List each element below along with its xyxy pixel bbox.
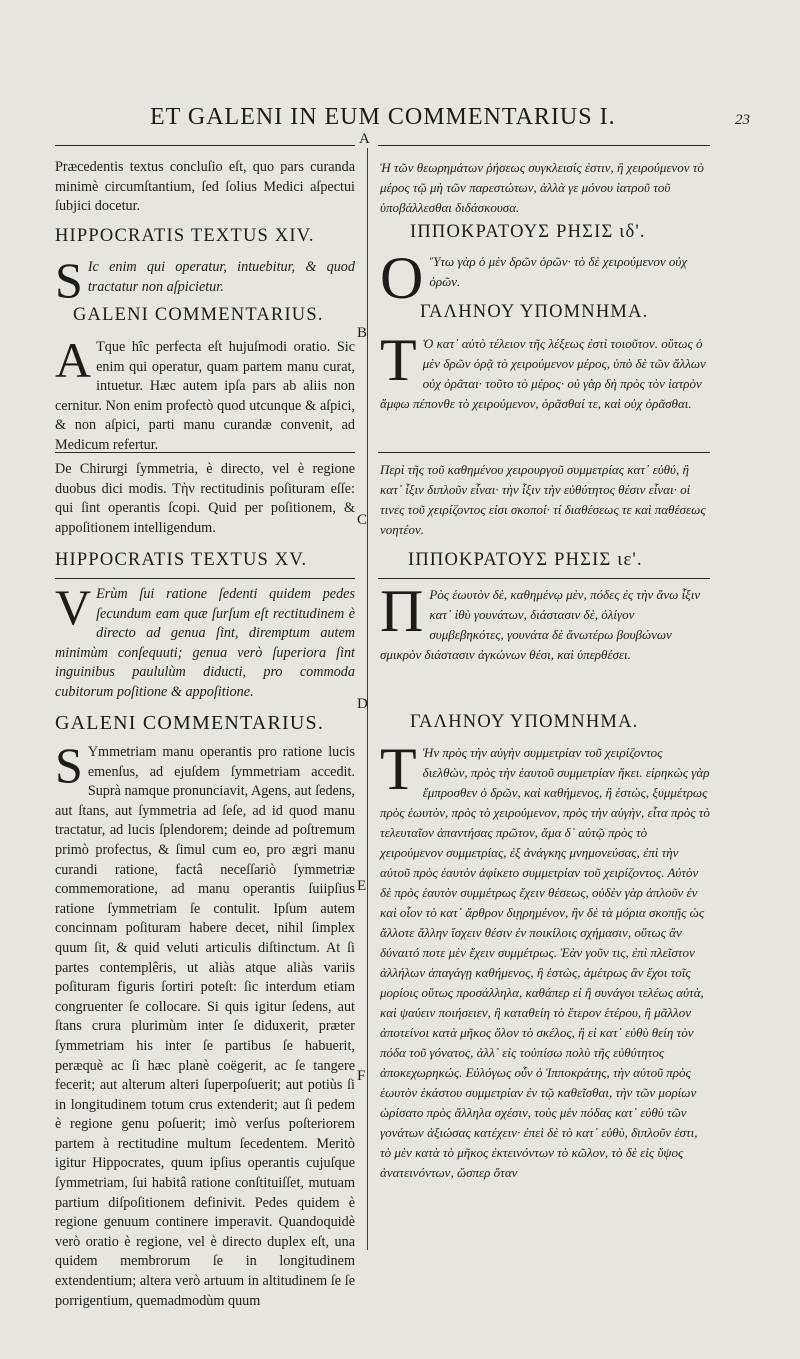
greek-heading-hypomnema-2 xyxy=(380,712,710,733)
greek-rhesis-15-body: Ρὸς ἑωυτὸν δὲ, καθημένῳ μὲν, πόδες ἐς τὴν ἄνω ἶξιν κατ᾽ ἰθὺ γουνάτων, διάστασιν δὲ, ὀλίγον συμβεβηκότες, γουνάτα δὲ ἄνωτέρω βουβώνων σμικρὸν διάστασιν ἀγκώνων θέσι, καὶ ὑπερθέσει. xyxy=(380,587,701,662)
greek-commentary-2-body: Ἡν πρὸς τὴν αὐγὴν συμμετρίαν τοῦ χειρίζοντος διελθὼν, πρὸς τὴν ἑαυτοῦ συμμετρίαν ἥκει. εἰρηκὼς γὰρ ἔμπροσθεν ὁ δρῶν, καὶ καθήμενος, ἢ ἑστὼς, ξυμμέτρως πρὸς ἑωυτὸν, πρὸς τὸ χειρούμενον, πρὸς τὴν αὐγὴν, εἶτα πρὸς τὸ τελευταῖον ἀπαντήσας πρῶτον, ἅμα δ᾽ αὐτῷ πρὸς τὸ χειρούμενον συμμετρίας, ἐξ ἀνάγκης μνημονεύσας, ἐπὶ τὴν αὐτοῦ πρὸς ἑαυτὸν ἀφίκετο συμμετρίαν τοῦ χειρίζοντος. Αὐτὸν δὲ πρὸς ἑαυτὸν συμμέτρως ἔχειν θέσεως, οὐδὲν γὰρ ἁπλοῦν ἐν καὶ οἷον τὸ κατ᾽ ἄρθρον διῃρημένον, ἢν δὲ τὰ μόρια σκοπῇς ὡς ἄλλοτε ἄλλην ἴσχειν θέσιν ἐν ποικίλοις σχήμασιν, οὕτως ἂν δύναιτό ποτε μὲν ἔχειν συμμέτρως. Ἐὰν γοῦν τις, ἐπὶ πλεῖστον ἀλλήλων ἀπαγάγῃ καθήμενος, ἢ ἑστὼς, ἀμέτρως ἂν ἔχοι τοῖς μορίοις οὕτως προσάλληλα, καθάπερ εἰ ἢ συνάγοι τελέως αὐτὰ, καὶ ψαύειν ποιήσειεν, ἢ καταθείη τὸ ἕτερον ἑτέρου, ἢ μᾶλλον ἀποτείνοι κατὰ μῆκος ὅλον τὸ σκέλος, ἢ εἰ κατ᾽ εὐθὺ θείη τὸν πόδα τοῦ γόνατος, ἀλλ᾽ εἰς τοὐπίσω πολὺ τῆς εὐθύτητος ἀποκεχωρηκώς. Εὐλόγως οὖν ὁ Ἱπποκράτης, τὴν αὐτοῦ πρὸς ἑωυτὸν ἑκάστου συμμετρίαν ἐν τῷ καθεῖσθαι, τὴν τῶν μορίων ὡρίσατο πρὸς ἄλληλα σχέσιν, τοὺς μὲν πόδας κατ᾽ εὐθὺ τῶν γονάτων ἀξιώσας κατέχειν· ἐπεὶ δὲ τὸ κατ᾽ εὐθὺ, διπλοῦν ἐστι, τὸ μὲν κατὰ τὸ μῆκος ἐκτεινόντων τὸ κῶλον, τὸ δὲ εἰς ὕψος ἀνατεινόντων, ὥσπερ ὅταν xyxy=(380,745,710,1180)
latin-heading-commentarius-1 xyxy=(55,305,355,326)
greek-symmetry-note-text: Περὶ τῆς τοῦ καθημένου χειρουργοῦ συμμετρίας κατ᾽ εὐθύ, ἢ κατ᾽ ἶξιν διπλοῦν εἶναι· τὴν ἶξιν τὴν εὐθύτητος θέσιν εἶναι· οἱ τινες τοῦ χειρίζοντος εἰσι σκοποί· τί διαθέσεως τε καὶ παθέσεως νοητέον. xyxy=(380,462,706,537)
drop-capital: Τ xyxy=(380,736,417,802)
latin-heading-textus-xv xyxy=(55,550,355,571)
latin-heading-commentarius-2 xyxy=(55,712,355,735)
drop-capital: V xyxy=(55,579,92,635)
greek-symmetry-note xyxy=(380,460,710,542)
latin-commentary-2 xyxy=(55,737,355,1309)
heading-text: GALENI COMMENTARIUS. xyxy=(73,305,324,325)
header-rule-right xyxy=(378,145,710,146)
heading-text: ΓΑΛΗΝΟΥ ΥΠΟΜΝΗΜΑ. xyxy=(420,302,649,322)
heading-text: ΙΠΠΟΚΡΑΤΟΥΣ ΡΗΣΙΣ ιε'. xyxy=(408,550,643,570)
section-rule-right xyxy=(378,452,710,453)
heading-text: ΓΑΛΗΝΟΥ ΥΠΟΜΝΗΜΑ. xyxy=(410,712,639,732)
margin-marker-b: B xyxy=(357,325,368,341)
greek-rhesis-15 xyxy=(380,578,710,681)
page-number: 23 xyxy=(735,112,750,128)
margin-marker-f: F xyxy=(357,1068,366,1084)
latin-commentary-2-body: Ymmetriam manu operantis pro ratione lucis emenſus, ad ejuſdem ſymmetriam accedit. Suprà namque pronunciavit, Agens, aut ſedens, aut ſtans, aut ſymmetria ad ſeſe, ad id quod manu tractatur, ad lucis ſplendorem; deinde ad poſtremum primò profectus, & ſimul cum eo, pro ægri manu curandi ratione, factâ neceſſariò ſymmetriæ commemoratione, ad manu operantis ſuiipſius ratione ſymmetriam ſe contulit. Ipſum autem concinnam poſituram habere decet, nihil ſimplex quum ſit, & quid veluti articulis diſtinctum. At ſi partes contemplêris, ut aliàs atque aliàs variis poſituram figuris ſortiri poteſt: ſic interdum etiam congruenter ſe collocare. Si quis igitur ſedens, aut ſtans crura plurimùm inter ſe diduxerit, præter ſymmetriam his inter ſe partibus ſe habuerit, peræquè ac ſi hæc planè coëgerit, ac ſe tangere fecerit; aut alterum alteri ſuperpoſuerit; aut potiùs ſi in longitudinem totum crus extenderit; aut ſi pedem è regione genu poſuerit; imò verſus poſteriorem partem à rectitudine multum ſecedentem. Meritò igitur Hippocrates, quum ipſius operantis cujuſque ſymmetriam, ſui habitâ ratione conſtituiſſet, mutuam partium diſpoſitionem definivit. Pedes quidem è regione genuum continere imperavit. Quandoquidè verò oratio è regione, vel è directo duplex eſt, una quidem membrorum ſe in longitudinem extendentium; altera verò artuum in altitudinem ſe ſe porrigentium, quemadmodùm quum xyxy=(55,744,355,1309)
latin-intro-text: Præcedentis textus concluſio eſt, quo pars curanda minimè circumſtantium, ſed ſolius Medici aſpectui ſubjici docetur. xyxy=(55,159,355,215)
greek-commentary-1-body: Ὁ κατ᾽ αὐτὸ τέλειον τῆς λέξεως ἐστὶ τοιοῦτον. οὕτως ὁ μὲν δρῶν ὁρᾷ τὸ χειρούμενον μέρος, ὑπὸ δὲ τῶν ἄλλων οὐχ ὁρᾶται· τοῦτο τὸ μέρος· οὐ γὰρ δὴ πρὸς τὸν ἰατρὸν ἄμφω πέπονθε τὸ χειρούμενον, ὁρᾶσθαί τε, καὶ οὐχ ὁρᾶσθαι. xyxy=(380,336,706,411)
margin-marker-a: A xyxy=(359,131,370,147)
latin-intro xyxy=(55,158,355,222)
greek-commentary-1 xyxy=(380,327,710,442)
margin-marker-c: C xyxy=(357,512,368,528)
margin-marker-e: E xyxy=(357,878,367,894)
greek-rhesis-14 xyxy=(380,245,710,311)
drop-capital: S xyxy=(55,252,83,308)
latin-symmetry-note-text: De Chirurgi ſymmetria, è directo, vel è regione duobus dici modis. Τὴν rectitudinis poſituram eſſe: qui ſint operantis ſcopi. Quid per poſitionem, & appoſitionem intelligendum. xyxy=(55,461,355,536)
greek-intro xyxy=(380,158,710,222)
latin-textus-xv-body: Erùm ſui ratione ſedenti quidem pedes ſecundum eam quæ ſurſum eſt rectitudinem è directo ad genua ſint, diremptum autem minimùm conſequuti; genua verò ſuperiora ſint inguinibus paululùm diducti, pro commoda cubitorum poſitione & appoſitione. xyxy=(55,586,355,700)
latin-commentary-1-body: Tque hîc perfecta eſt hujuſmodi oratio. Sic enim qui operatur, quam partem manu curat, intuetur. Hæc autem ipſa pars ab aliis non cernitur. Non enim profectò quod utcunque & aſpici, & non aſpici, parti manu curandæ convenit, ad Medicum refertur. xyxy=(55,339,355,453)
latin-heading-textus-xiv xyxy=(55,226,355,247)
latin-textus-xv xyxy=(55,579,355,703)
drop-capital: A xyxy=(55,332,92,388)
latin-textus-xiv xyxy=(55,252,355,308)
drop-capital: Ο xyxy=(380,245,424,311)
heading-text: ΙΠΠΟΚΡΑΤΟΥΣ ΡΗΣΙΣ ιδ'. xyxy=(410,222,646,242)
greek-rhesis-14-body: Ὕτω γὰρ ὁ μὲν δρῶν ὁρῶν· τὸ δὲ χειρούμενον οὐχ ὁρῶν. xyxy=(429,254,688,289)
greek-heading-rhesis-15 xyxy=(380,550,710,571)
header-rule-left xyxy=(55,145,355,146)
drop-capital: S xyxy=(55,737,83,793)
heading-text: HIPPOCRATIS TEXTUS XV. xyxy=(55,550,308,570)
greek-commentary-2 xyxy=(380,736,710,1253)
section-rule-left-2 xyxy=(55,578,355,579)
drop-capital: Π xyxy=(380,578,424,644)
latin-commentary-1 xyxy=(55,332,355,453)
latin-textus-xiv-body: Ic enim qui operatur, intuebitur, & quod tractatur non aſpicietur. xyxy=(87,259,355,295)
section-rule-right-2 xyxy=(378,578,710,579)
latin-symmetry-note xyxy=(55,460,355,542)
drop-capital: Τ xyxy=(380,327,417,393)
margin-marker-d: D xyxy=(357,696,368,712)
heading-text: HIPPOCRATIS TEXTUS XIV. xyxy=(55,226,315,246)
greek-intro-text: Ἡ τῶν θεωρημάτων ῥήσεως συγκλεισίς ἐστιν, ἣ χειρούμενον τὸ μέρος τῷ μὴ τῶν παρεστώτων, ἀλλὰ γε μόνου ἰατροῦ τοῦ ὑποβάλλεσθαι διδάσκουσα. xyxy=(380,160,704,215)
greek-heading-rhesis-14 xyxy=(380,222,710,243)
section-rule-left xyxy=(55,452,355,453)
greek-heading-hypomnema-1 xyxy=(380,302,710,323)
running-title: ET GALENI IN EUM COMMENTARIUS I. xyxy=(150,104,616,130)
heading-text: GALENI COMMENTARIUS. xyxy=(55,712,325,734)
